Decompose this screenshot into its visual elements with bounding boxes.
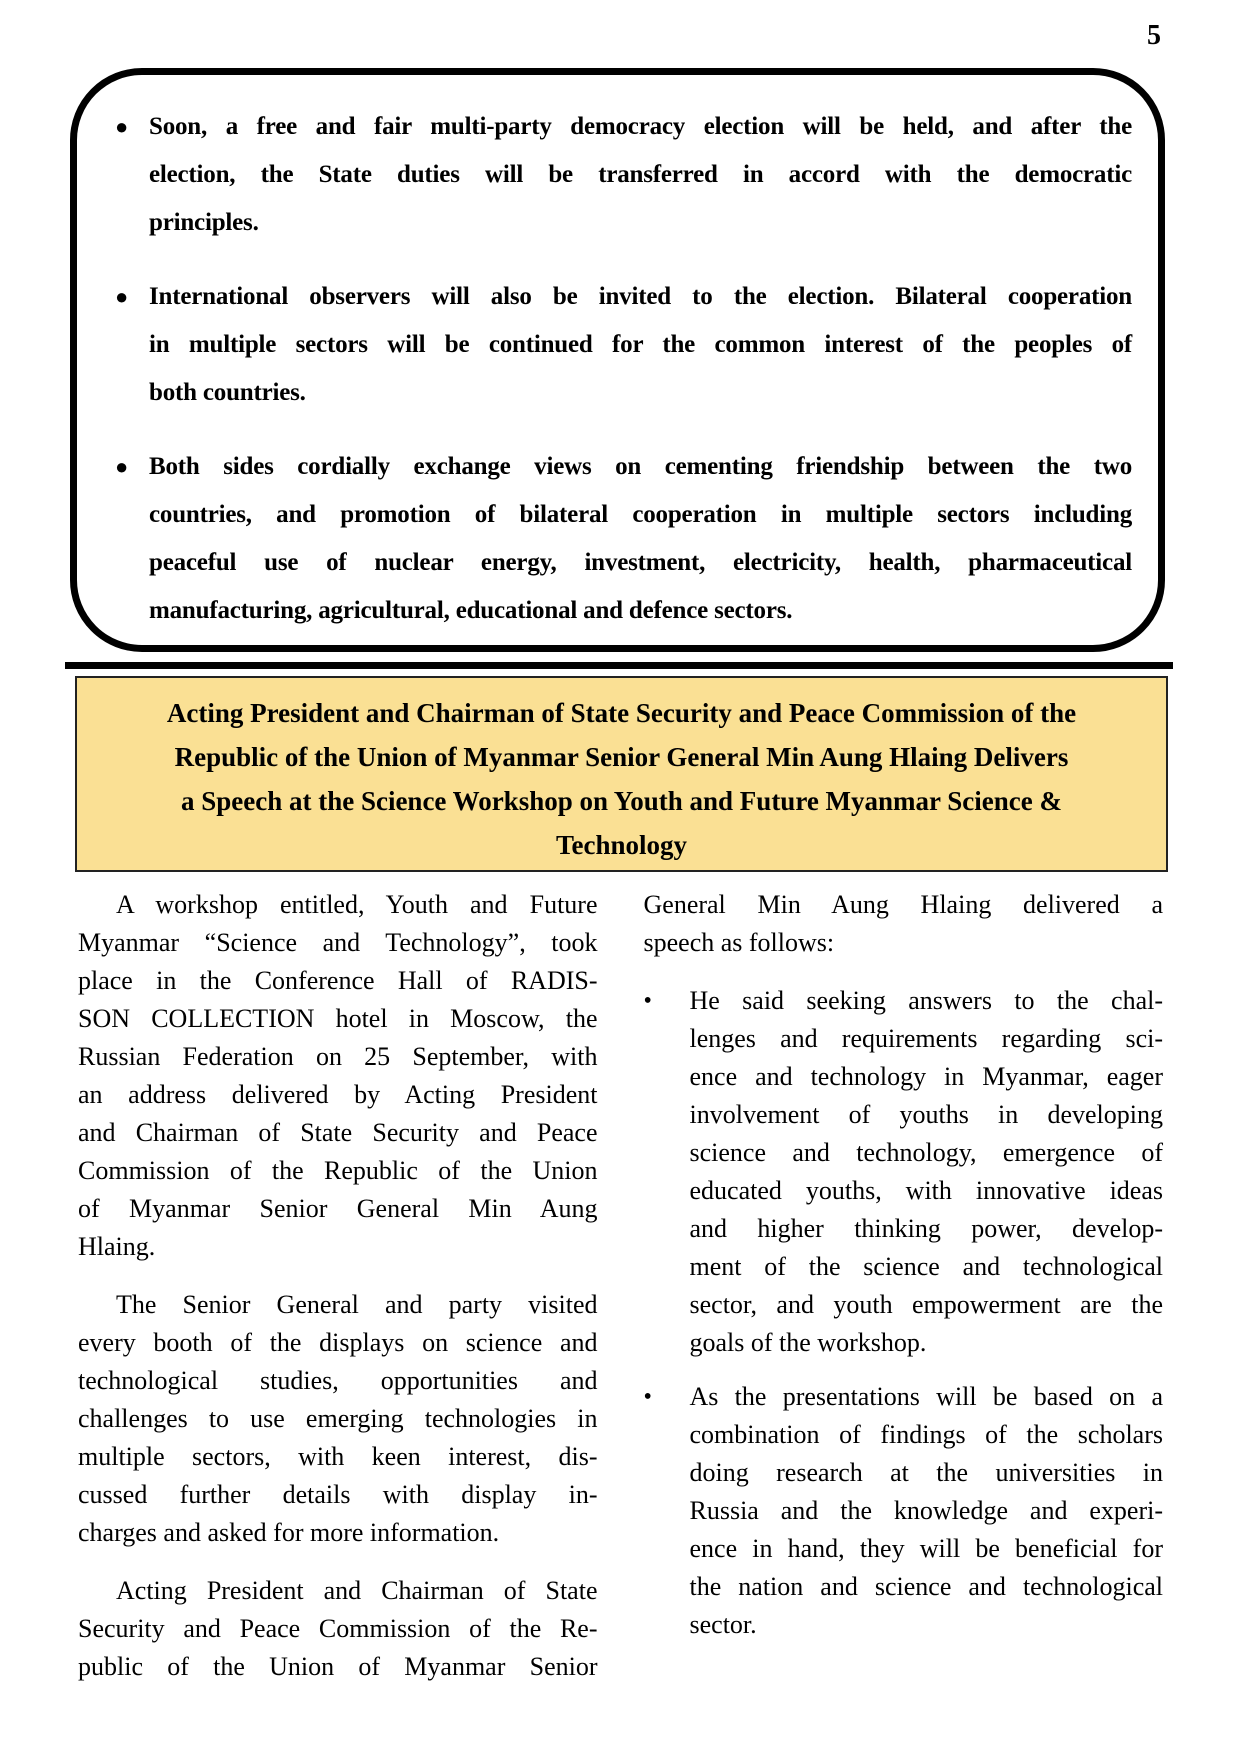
text-line: He said seeking answers to the chal- (689, 986, 1163, 1015)
text-line: The Senior General and party visited (116, 1290, 598, 1319)
text-line: election, the State duties will be transferred in accord with the democratic (149, 161, 1132, 188)
article-column-right (644, 886, 1164, 1706)
text-line: the nation and science and technological (689, 1572, 1163, 1601)
bullet-icon: ● (115, 284, 129, 309)
text-line: both countries. (149, 379, 306, 406)
text-line: International observers will also be invited to the election. Bilateral cooperation (149, 283, 1132, 310)
text-line: multiple sectors, with keen interest, dis- (78, 1442, 598, 1471)
text-line: every booth of the displays on science and (78, 1328, 598, 1357)
article-bullet-item (644, 1378, 1164, 1644)
text-line: lenges and requirements regarding sci- (689, 1024, 1163, 1053)
text-line: speech as follows: (643, 928, 835, 957)
text-line: Myanmar “Science and Technology”, took (78, 928, 598, 957)
text-line: involvement of youths in developing (689, 1100, 1163, 1129)
text-line: charges and asked for more information. (78, 1518, 500, 1547)
text-line: combination of findings of the scholars (689, 1420, 1163, 1449)
headline-box (75, 676, 1168, 872)
text-line: manufacturing, agricultural, educational and defence sectors. (149, 597, 793, 624)
article-paragraph (78, 1286, 598, 1552)
bullet-icon: ● (115, 114, 129, 139)
text-line: Security and Peace Commission of the Re- (78, 1614, 598, 1643)
text-line: Soon, a free and fair multi-party democracy election will be held, and after the (149, 113, 1132, 140)
text-line: place in the Conference Hall of RADIS- (78, 966, 598, 995)
summary-bullet-item (115, 103, 1132, 247)
article-bullet-item (644, 982, 1164, 1362)
page-number: 5 (1147, 20, 1161, 51)
text-line: technological studies, opportunities and (78, 1366, 598, 1395)
text-line: sector, and youth empowerment are the (689, 1290, 1163, 1319)
text-line: cussed further details with display in- (78, 1480, 598, 1509)
text-line: goals of the workshop. (689, 1328, 927, 1357)
text-line: principles. (149, 209, 259, 236)
text-line: a Speech at the Science Workshop on Youth and Future Myanmar Science & (180, 786, 1063, 816)
text-line: Both sides cordially exchange views on cementing friendship between the two (149, 453, 1132, 480)
article-paragraph (644, 886, 1164, 962)
text-line: Commission of the Republic of the Union (78, 1156, 598, 1185)
summary-box (70, 68, 1165, 652)
article-paragraph (78, 886, 598, 1266)
bullet-icon: ● (115, 454, 129, 479)
text-line: Hlaing. (78, 1232, 156, 1261)
text-line: sector. (689, 1610, 757, 1639)
text-line: ence in hand, they will be beneficial for (689, 1534, 1163, 1563)
text-line: As the presentations will be based on a (689, 1382, 1163, 1411)
text-line: countries, and promotion of bilateral cooperation in multiple sectors including (149, 501, 1132, 528)
text-line: A workshop entitled, Youth and Future (116, 890, 598, 919)
section-divider (65, 662, 1173, 669)
summary-bullet-text (149, 103, 1132, 247)
text-line: Technology (555, 830, 688, 860)
text-line: doing research at the universities in (689, 1458, 1163, 1487)
summary-bullet-item (115, 443, 1132, 635)
article-body (78, 886, 1163, 1706)
text-line: public of the Union of Myanmar Senior (78, 1652, 598, 1681)
text-line: Republic of the Union of Myanmar Senior General Min Aung Hlaing Delivers (174, 742, 1069, 772)
summary-bullet-text (149, 273, 1132, 417)
article-bullet-text (690, 1378, 1164, 1644)
text-line: ment of the science and technological (689, 1252, 1163, 1281)
text-line: Acting President and Chairman of State (116, 1576, 598, 1605)
text-line: challenges to use emerging technologies in (78, 1404, 598, 1433)
article-column-left (78, 886, 598, 1706)
text-line: and Chairman of State Security and Peace (78, 1118, 598, 1147)
article-bullet-text (690, 982, 1164, 1362)
bullet-icon: • (643, 1384, 652, 1410)
text-line: and higher thinking power, develop- (689, 1214, 1163, 1243)
summary-bullet-text (149, 443, 1132, 635)
text-line: SON COLLECTION hotel in Moscow, the (78, 1004, 598, 1033)
article-paragraph (78, 1572, 598, 1686)
text-line: ence and technology in Myanmar, eager (689, 1062, 1163, 1091)
summary-bullet-item (115, 273, 1132, 417)
bullet-icon: • (643, 988, 652, 1014)
text-line: Acting President and Chairman of State Security and Peace Commission of the (166, 698, 1077, 728)
text-line: Russia and the knowledge and experi- (689, 1496, 1163, 1525)
text-line: of Myanmar Senior General Min Aung (78, 1194, 598, 1223)
text-line: in multiple sectors will be continued for the common interest of the peoples of (149, 331, 1132, 358)
text-line: an address delivered by Acting President (78, 1080, 598, 1109)
text-line: Russian Federation on 25 September, with (78, 1042, 598, 1071)
text-line: General Min Aung Hlaing delivered a (643, 890, 1163, 919)
text-line: peaceful use of nuclear energy, investment, electricity, health, pharmaceutical (149, 549, 1132, 576)
text-line: science and technology, emergence of (689, 1138, 1163, 1167)
text-line: educated youths, with innovative ideas (689, 1176, 1163, 1205)
